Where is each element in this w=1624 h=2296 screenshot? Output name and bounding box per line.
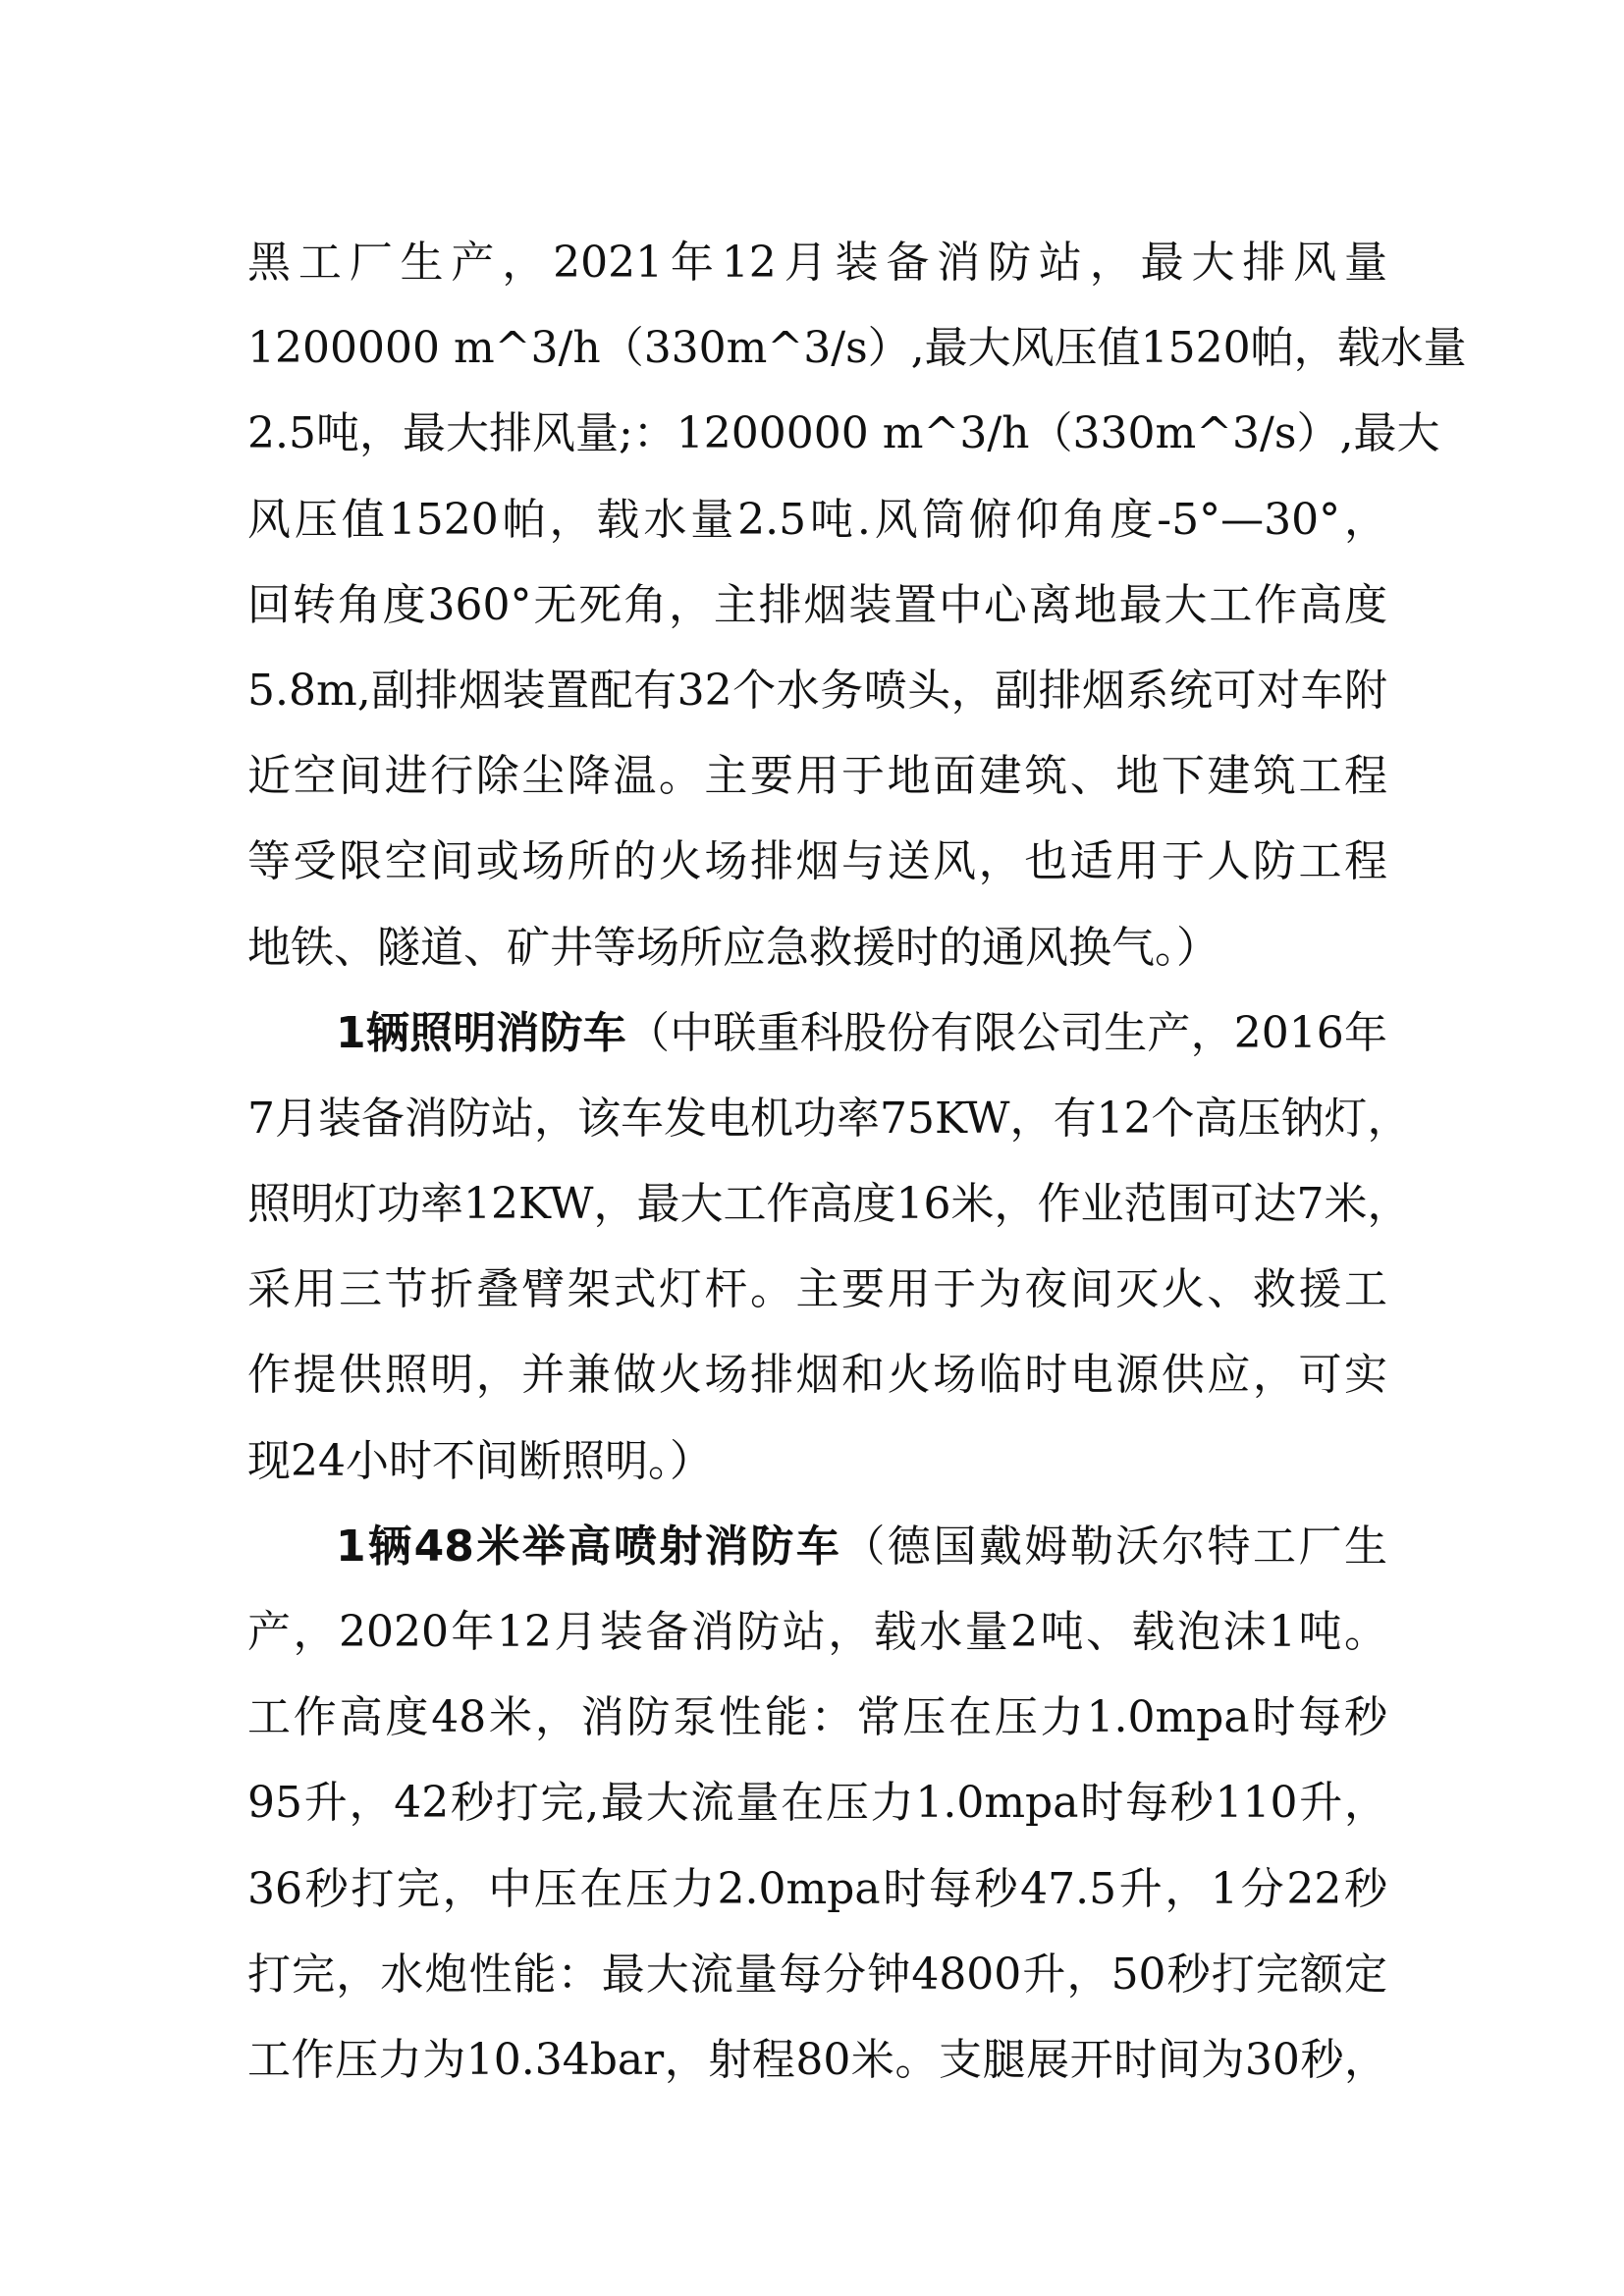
text-line xyxy=(247,391,1440,476)
text-line xyxy=(247,562,1387,648)
line-text: 36秒打完，中压在压力2.0mpa时每秒47.5升，1分22秒 xyxy=(247,1863,1387,1914)
document-page xyxy=(247,220,1467,2103)
text-line xyxy=(247,1247,1387,1332)
text-line xyxy=(247,1161,1411,1247)
line-text: 5.8m,副排烟装置配有32个水务喷头，副排烟系统可对车附 xyxy=(247,665,1387,716)
text-line xyxy=(247,305,1467,391)
text-line xyxy=(247,477,1387,562)
text-line xyxy=(247,1846,1387,1932)
text-line xyxy=(247,648,1387,733)
text-line xyxy=(247,1332,1387,1417)
line-text: 黑工厂生产，2021年12月装备消防站，最大排风量 xyxy=(247,238,1387,288)
line-text: 地铁、隧道、矿井等场所应急救援时的通风换气。） xyxy=(247,922,1219,973)
line-text: 回转角度360°无死角，主排烟装置中心离地最大工作高度 xyxy=(247,579,1387,630)
text-line xyxy=(247,905,1387,990)
line-text: （中联重科股份有限公司生产，2016年 xyxy=(626,1007,1387,1058)
text-line xyxy=(247,1589,1387,1675)
text-line xyxy=(247,1504,1387,1589)
text-line xyxy=(247,1932,1387,2017)
text-line xyxy=(247,1076,1411,1161)
line-text: 产，2020年12月装备消防站，载水量2吨、载泡沫1吨。 xyxy=(247,1607,1387,1657)
text-line xyxy=(247,990,1387,1076)
text-line xyxy=(247,2017,1387,2103)
text-line xyxy=(247,1675,1387,1760)
line-text: 现24小时不间断照明。） xyxy=(247,1435,713,1486)
line-text: 95升，42秒打完,最大流量在压力1.0mpa时每秒110升， xyxy=(247,1778,1387,1829)
text-line xyxy=(247,1760,1387,1845)
text-line xyxy=(247,220,1387,305)
line-text: 采用三节折叠臂架式灯杆。主要用于为夜间灭火、救援工 xyxy=(247,1264,1387,1315)
vehicle-name-heading: 1辆照明消防车 xyxy=(336,1007,627,1058)
line-text: 作提供照明，并兼做火场排烟和火场临时电源供应，可实 xyxy=(247,1350,1387,1401)
line-text: 照明灯功率12KW，最大工作高度16米，作业范围可达7米， xyxy=(247,1179,1411,1230)
line-text: 等受限空间或场所的火场排烟与送风，也适用于人防工程 xyxy=(247,836,1387,887)
line-text: （德国戴姆勒沃尔特工厂生 xyxy=(841,1521,1387,1572)
text-line xyxy=(247,1418,1387,1504)
line-text: 1200000 m^3/h（330m^3/s）,最大风压值1520帕，载水量 xyxy=(247,323,1467,374)
line-text: 2.5吨，最大排风量;：1200000 m^3/h（330m^3/s）,最大 xyxy=(247,408,1440,459)
line-text: 工作高度48米，消防泵性能：常压在压力1.0mpa时每秒 xyxy=(247,1692,1387,1743)
line-text: 近空间进行除尘降温。主要用于地面建筑、地下建筑工程 xyxy=(247,751,1387,802)
line-text: 打完，水炮性能：最大流量每分钟4800升，50秒打完额定 xyxy=(247,1949,1387,2000)
line-text: 工作压力为10.34bar，射程80米。支腿展开时间为30秒， xyxy=(247,2034,1387,2085)
text-line xyxy=(247,819,1387,904)
line-text: 7月装备消防站，该车发电机功率75KW，有12个高压钠灯， xyxy=(247,1093,1411,1144)
vehicle-name-heading: 1辆48米举高喷射消防车 xyxy=(336,1521,842,1572)
text-line xyxy=(247,733,1387,819)
line-text: 风压值1520帕，载水量2.5吨.风筒俯仰角度-5°—30°， xyxy=(247,494,1387,545)
